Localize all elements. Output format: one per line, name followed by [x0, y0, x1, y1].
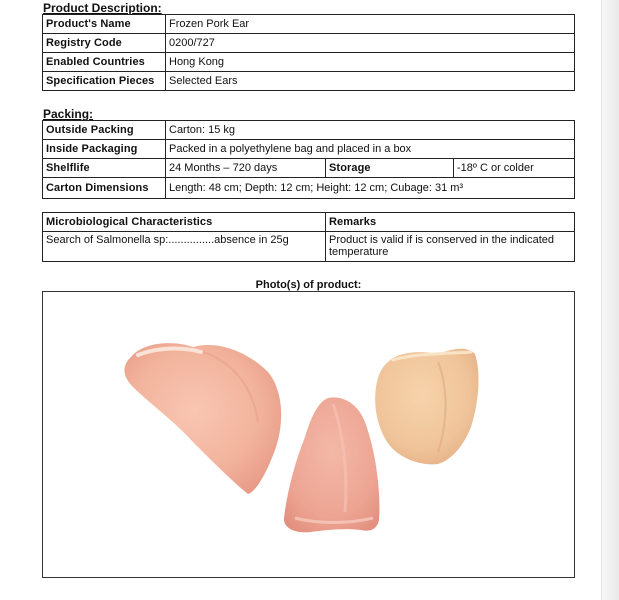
storage-label: Storage — [326, 159, 454, 178]
table-row — [43, 159, 575, 178]
specification-pieces-label: Specification Pieces — [43, 72, 166, 91]
inside-packaging-label: Inside Packaging — [43, 140, 166, 159]
inside-packaging-value: Packed in a polyethylene bag and placed in a box — [166, 140, 575, 159]
packing-title: Packing: — [43, 107, 94, 121]
enabled-countries-value: Hong Kong — [166, 53, 575, 72]
table-row — [43, 121, 575, 140]
pork-ear-middle — [284, 397, 379, 532]
table-row — [43, 15, 575, 34]
outside-packing-value: Carton: 15 kg — [166, 121, 575, 140]
table-row — [43, 34, 575, 53]
product-description-title: Product Description: — [43, 1, 162, 15]
table-row — [43, 213, 575, 232]
carton-dimensions-value: Length: 48 cm; Depth: 12 cm; Height: 12 cm; Cubage: 31 m³ — [166, 178, 575, 199]
pork-ear-left — [124, 343, 281, 494]
storage-value: -18º C or colder — [454, 159, 575, 178]
remarks-header: Remarks — [326, 213, 575, 232]
table-row — [43, 232, 575, 262]
table-row — [43, 72, 575, 91]
microbiological-table — [42, 212, 575, 262]
pork-ear-right — [375, 349, 478, 465]
outside-packing-label: Outside Packing — [43, 121, 166, 140]
table-row — [43, 140, 575, 159]
table-row — [43, 53, 575, 72]
carton-dimensions-label: Carton Dimensions — [43, 178, 166, 199]
product-description-table — [42, 14, 575, 91]
micro-header: Microbiological Characteristics — [43, 213, 326, 232]
salmonella-value: Search of Salmonella sp:...............absence in 25g — [43, 232, 326, 262]
photos-title: Photo(s) of product: — [255, 279, 362, 291]
registry-code-value: 0200/727 — [166, 34, 575, 53]
enabled-countries-label: Enabled Countries — [43, 53, 166, 72]
product-name-value: Frozen Pork Ear — [166, 15, 575, 34]
shelflife-label: Shelflife — [43, 159, 166, 178]
remarks-value: Product is valid if is conserved in the indicated temperature — [326, 232, 575, 262]
packing-table — [42, 120, 575, 199]
specification-pieces-value: Selected Ears — [166, 72, 575, 91]
page-edge-shadow — [601, 0, 619, 600]
product-name-label: Product's Name — [43, 15, 166, 34]
shelflife-value: 24 Months – 720 days — [166, 159, 326, 178]
table-row — [43, 178, 575, 199]
product-photo-frame — [42, 291, 575, 578]
registry-code-label: Registry Code — [43, 34, 166, 53]
product-photo — [43, 292, 574, 577]
